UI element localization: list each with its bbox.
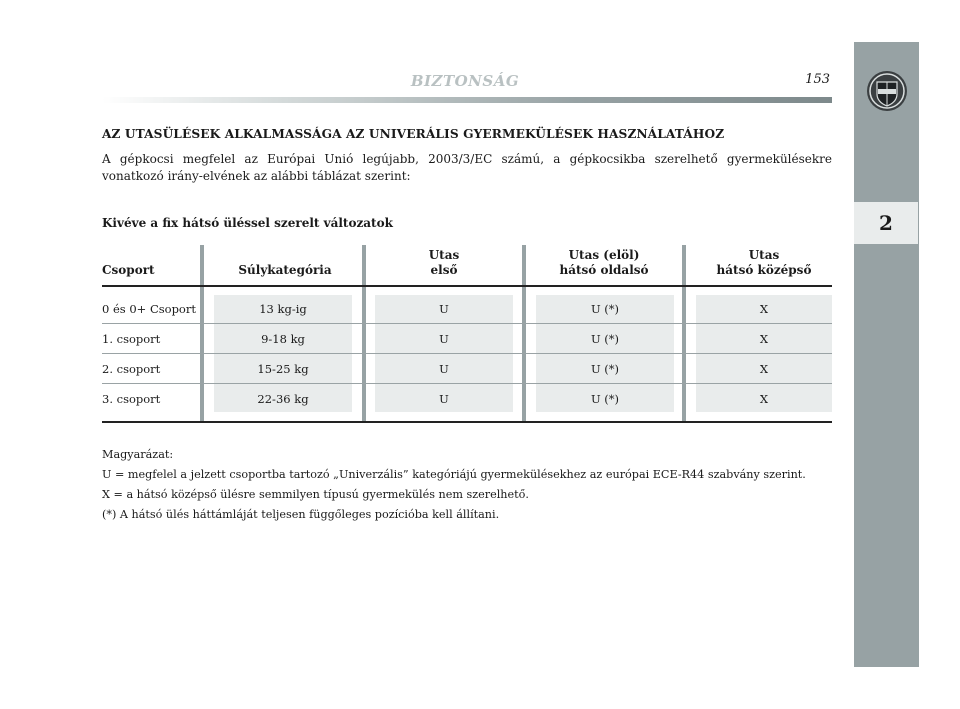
row-weight: 13 kg-ig <box>259 302 307 316</box>
column-separator <box>200 245 204 422</box>
column-separator <box>522 245 526 422</box>
row-front: U <box>439 302 449 316</box>
row-weight: 15-25 kg <box>257 362 309 376</box>
chapter-sidebar <box>854 42 919 667</box>
header-utas-hatso-kozepso: Utas hátsó középső <box>716 248 812 277</box>
row-front: U <box>439 392 449 406</box>
running-header: BIZTONSÁG <box>410 72 520 90</box>
legend-u: U = megfelel a jelzett csoportba tartozó „Univerzális” kategóriájú gyermekülésekhez az európai ECE-R44 szabvány szerint. <box>102 468 806 481</box>
table-bottom-rule <box>102 421 832 423</box>
lancia-shield-icon <box>866 70 908 112</box>
header-rule <box>102 97 832 103</box>
row-rear-side: U (*) <box>590 302 620 316</box>
header-sulykategoria: Súlykategória <box>238 263 332 277</box>
legend-title: Magyarázat: <box>102 448 174 461</box>
row-weight: 9-18 kg <box>261 332 305 346</box>
legend-x: X = a hátsó középső ülésre semmilyen típusú gyermekülés nem szerelhető. <box>102 488 529 501</box>
row-divider <box>102 323 832 324</box>
table-subtitle: Kivéve a fix hátsó üléssel szerelt változatok <box>102 216 393 230</box>
header-csoport: Csoport <box>102 263 155 277</box>
row-rear-center: X <box>759 332 769 346</box>
row-rear-side: U (*) <box>590 332 620 346</box>
page-number: 153 <box>805 72 830 87</box>
legend-note: (*) A hátsó ülés háttámláját teljesen függőleges pozícióba kell állítani. <box>102 508 500 521</box>
intro-paragraph: A gépkocsi megfelel az Európai Unió legújabb, 2003/3/EC számú, a gépkocsikba szerelhető gyermekülésekre vonatkozó irány-elvének az alábbi táblázat szerint: <box>102 152 832 183</box>
column-separator <box>362 245 366 422</box>
header-utas-hatso-oldalso: Utas (elöl) hátsó oldalsó <box>559 248 649 277</box>
row-group-label: 1. csoport <box>102 332 161 346</box>
row-front: U <box>439 362 449 376</box>
header-rule-line <box>102 285 832 287</box>
row-rear-center: X <box>759 392 769 406</box>
row-group-label: 3. csoport <box>102 392 161 406</box>
row-rear-side: U (*) <box>590 362 620 376</box>
row-weight: 22-36 kg <box>257 392 309 406</box>
chapter-number[interactable]: 2 <box>854 202 918 244</box>
row-group-label: 0 és 0+ Csoport <box>102 302 196 316</box>
row-group-label: 2. csoport <box>102 362 161 376</box>
section-title: AZ UTASÜLÉSEK ALKALMASSÁGA AZ UNIVERÁLIS GYERMEKÜLÉSEK HASZNÁLATÁHOZ <box>102 127 725 141</box>
row-rear-side: U (*) <box>590 392 620 406</box>
row-rear-center: X <box>759 362 769 376</box>
row-rear-center: X <box>759 302 769 316</box>
row-front: U <box>439 332 449 346</box>
header-utas-elso: Utas első <box>428 248 460 277</box>
row-divider <box>102 383 832 384</box>
row-divider <box>102 353 832 354</box>
column-separator <box>682 245 686 422</box>
